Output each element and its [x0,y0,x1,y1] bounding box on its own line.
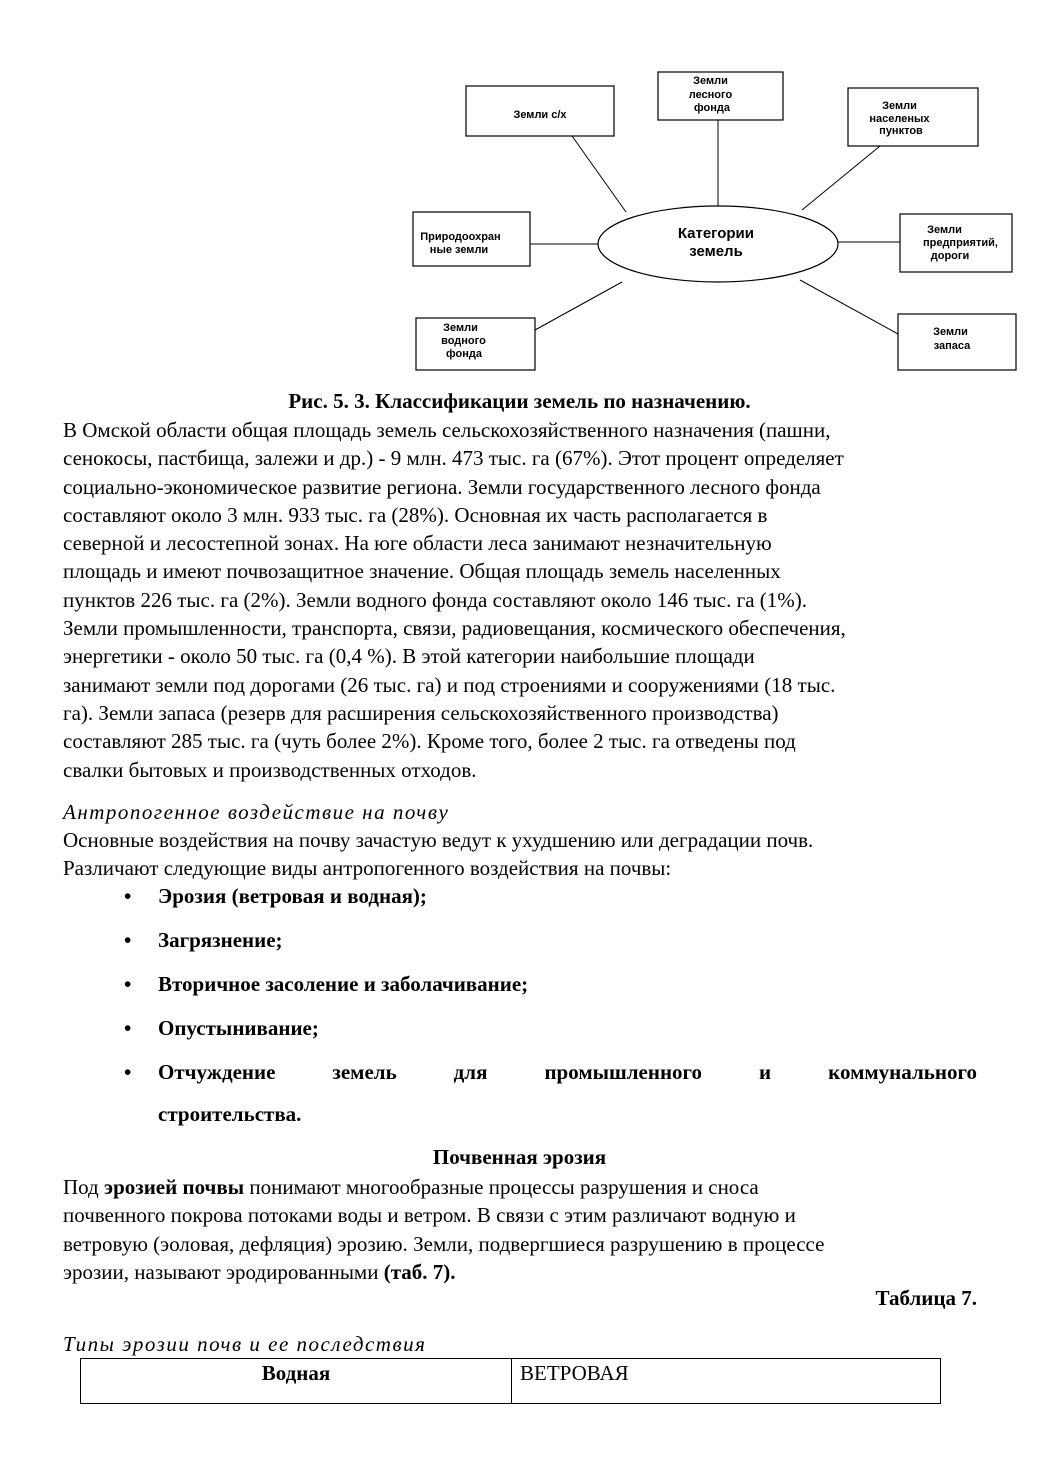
figure-caption: Рис. 5. 3. Классификации земель по назначению. [288,389,751,413]
text-line: свалки бытовых и производственных отходов. [63,757,477,782]
table-header-cell: Водная [81,1359,512,1404]
list-item [120,1058,977,1128]
erosion-table [80,1358,941,1404]
text-line: Земли промышленности, транспорта, связи, радиовещания, космического обеспечения, [63,616,846,641]
text-line: энергетики - около 50 тыс. га (0,4 %). В этой категории наибольшие площади [63,644,755,669]
box-settlements-label: Земли населеных пунктов [869,100,930,137]
box-water-label: Земли водного фонда [441,322,486,360]
section-title: Почвенная эрозия [432,1145,607,1169]
list-item-text: Опустынивание; [158,1016,319,1040]
table-header-cell: ВЕТРОВАЯ [512,1359,941,1404]
table-title: Типы эрозии почв и ее последствия [63,1332,427,1356]
paragraph-impacts [63,826,983,883]
box-agri-label: Земли с/х [513,109,567,121]
text-line: В Омской области общая площадь земель сельскохозяйственного назначения (пашни, [63,418,831,442]
text-line: занимают земли под дорогами (26 тыс. га) и под строениями и сооружениями (18 тыс. [63,672,836,697]
bullet-icon: • [124,928,132,952]
text-line: Основные воздействия на почву зачастую ведут к ухудшению или деградации почв. [63,828,814,852]
box-industry-label: Земли предприятий, дороги [922,224,998,262]
text-line: Под эрозией почвы понимают многообразные процессы разрушения и сноса [63,1175,759,1199]
list-item [120,1014,977,1058]
connector-settlements [802,146,880,210]
text-line: эрозии, называют эродированными (таб. 7). [63,1259,456,1284]
text-line: пунктов 226 тыс. га (2%). Земли водного фонда составляют около 146 тыс. га (1%). [63,587,808,612]
center-label: Категории земель [677,225,755,260]
connector-water [535,282,622,330]
text-line: социально-экономическое развитие региона. Земли государственного лесного фонда [63,474,821,499]
bullet-icon: • [124,1060,132,1084]
list-item-text: Вторичное засоление и заболачивание; [158,972,529,996]
text-line: составляют около 3 млн. 933 тыс. га (28%). Основная их часть располагается в [63,502,768,527]
text-line: составляют 285 тыс. га (чуть более 2%). Кроме того, более 2 тыс. га отведены под [63,729,796,754]
subtitle-anthropogenic: Антропогенное воздействие на почву [63,800,450,824]
text-line: площадь и имеют почвозащитное значение. Общая площадь земель населенных [63,559,781,584]
connector-agri [572,136,626,212]
list-item-text-continued: строительства. [158,1102,302,1126]
list-item-text: Эрозия (ветровая и водная); [158,884,427,908]
box-reserve-label: Земли запаса [933,326,971,352]
box-forest-label: Земли лесного фонда [688,75,733,114]
list-item [120,882,977,926]
table-row [81,1359,941,1404]
text-line: га). Земли запаса (резерв для расширения сельскохозяйственного производства) [63,700,779,725]
text-line: ветровую (эоловая, дефляция) эрозию. Земли, подвергшиеся разрушению в процессе [63,1231,825,1256]
connector-reserve [800,280,898,334]
paragraph-erosion [63,1173,983,1286]
land-categories-diagram [0,0,1039,390]
text-line: Различают следующие виды антропогенного воздействия на почвы: [63,856,672,881]
text-line: сенокосы, пастбища, залежи и др.) - 9 млн. 473 тыс. га (67%). Этот процент определяет [63,446,844,471]
paragraph-land-use [63,416,983,784]
bullet-icon: • [124,972,132,996]
box-nature-label: Природоохран ные земли [420,231,501,256]
list-item-text: Отчуждение земель для промышленного и коммунального [158,1060,977,1084]
text-line: почвенного покрова потоками воды и ветром. В связи с этим различают водную и [63,1203,796,1228]
table-label: Таблица 7. [875,1286,977,1310]
list-item [120,926,977,970]
list-item-text: Загрязнение; [158,928,283,952]
bullet-icon: • [124,884,132,908]
text-line: северной и лесостепной зонах. На юге области леса занимают незначительную [63,531,772,556]
impact-list [120,882,977,1128]
bullet-icon: • [124,1016,132,1040]
list-item [120,970,977,1014]
